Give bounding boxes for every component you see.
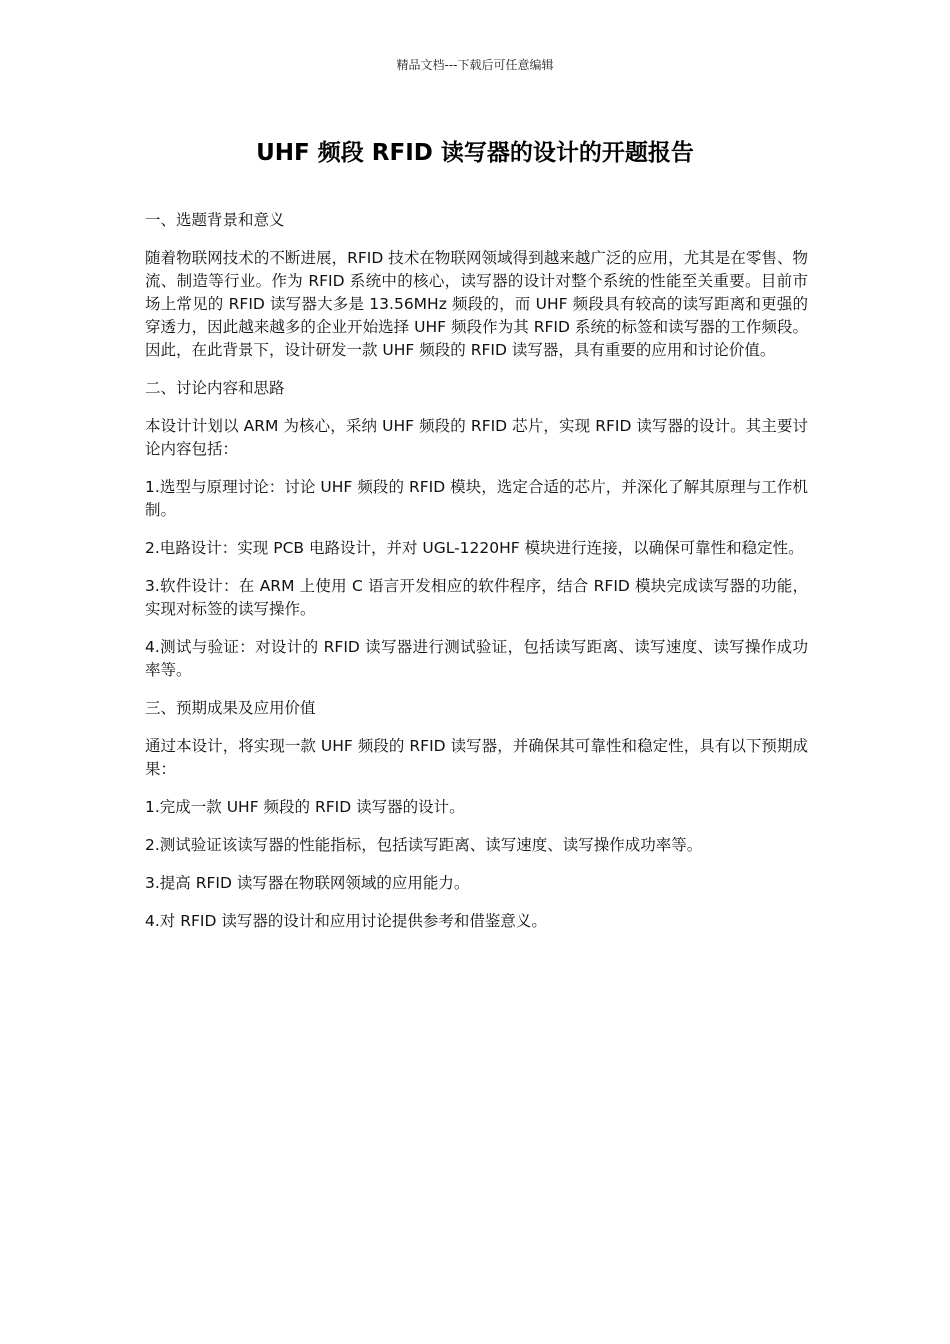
list-item: 1.完成一款 UHF 频段的 RFID 读写器的设计。: [145, 798, 465, 816]
document-body: [145, 209, 808, 948]
body-paragraph: 本设计计划以 ARM 为核心，采纳 UHF 频段的 RFID 芯片，实现 RFID 读写器的设计。其主要讨论内容包括：: [145, 417, 808, 458]
body-paragraph: 随着物联网技术的不断进展，RFID 技术在物联网领域得到越来越广泛的应用，尤其是在零售、物流、制造等行业。作为 RFID 系统中的核心，读写器的设计对整个系统的性能至关重要。目前市场上常见的 RFID 读写器大多是 13.56MHz 频段的，而 UHF 频段具有较高的读写距离和更强的穿透力，因此越来越多的企业开始选择 UHF 频段作为其 RFID 系统的标签和读写器的工作频段。因此，在此背景下，设计研发一款 UHF 频段的 RFID 读写器，具有重要的应用和讨论价值。: [145, 249, 808, 359]
list-item: 4.测试与验证：对设计的 RFID 读写器进行测试验证，包括读写距离、读写速度、读写操作成功率等。: [145, 638, 808, 679]
list-item: 3.软件设计：在 ARM 上使用 C 语言开发相应的软件程序，结合 RFID 模块完成读写器的功能，实现对标签的读写操作。: [145, 577, 808, 618]
document-title: UHF 频段 RFID 读写器的设计的开题报告: [256, 140, 694, 166]
list-item: 1.选型与原理讨论：讨论 UHF 频段的 RFID 模块，选定合适的芯片，并深化了解其原理与工作机制。: [145, 478, 808, 519]
list-item: 3.提高 RFID 读写器在物联网领域的应用能力。: [145, 874, 470, 892]
list-item: 4.对 RFID 读写器的设计和应用讨论提供参考和借鉴意义。: [145, 912, 547, 930]
section-heading: 一、选题背景和意义: [145, 211, 285, 229]
section-heading: 二、讨论内容和思路: [145, 379, 285, 397]
body-paragraph: 通过本设计，将实现一款 UHF 频段的 RFID 读写器，并确保其可靠性和稳定性，具有以下预期成果：: [145, 737, 808, 778]
page-header: 精品文档---下载后可任意编辑: [396, 58, 554, 72]
list-item: 2.测试验证该读写器的性能指标，包括读写距离、读写速度、读写操作成功率等。: [145, 836, 703, 854]
list-item: 2.电路设计：实现 PCB 电路设计，并对 UGL-1220HF 模块进行连接，以确保可靠性和稳定性。: [145, 539, 804, 557]
section-heading: 三、预期成果及应用价值: [145, 699, 316, 717]
